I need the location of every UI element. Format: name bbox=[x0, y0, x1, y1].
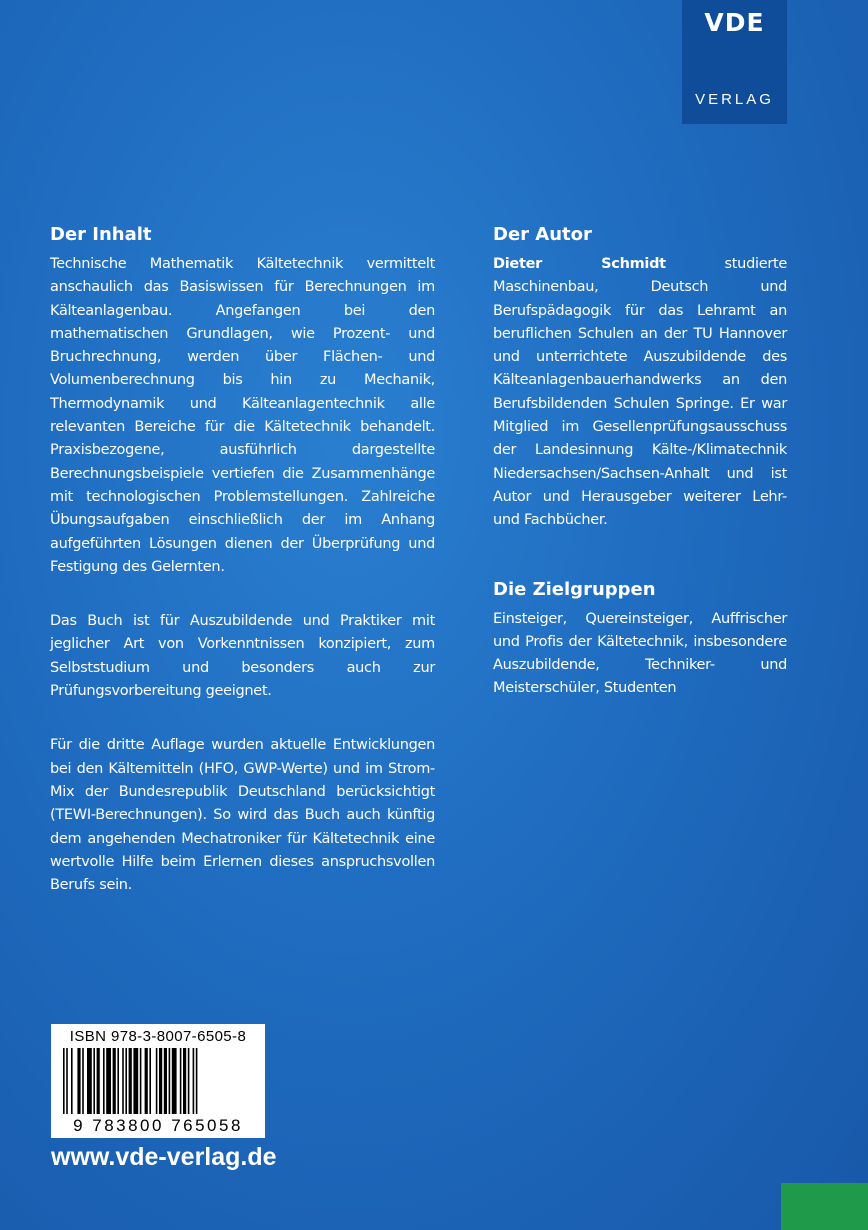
barcode-bar bbox=[77, 1048, 80, 1114]
barcode-bar bbox=[140, 1048, 142, 1114]
barcode-bar bbox=[113, 1048, 116, 1114]
barcode-bar bbox=[63, 1048, 65, 1114]
barcode-bar bbox=[196, 1048, 198, 1114]
barcode-bar bbox=[106, 1048, 111, 1114]
author-bio: studierte Maschinenbau, Deutsch und Berufspädagogik für das Lehramt an beruflichen Schulen an der TU Hannover und unterrichtete Auszubildende des Kälteanlagenbauerhandwerks an den Berufsbildenden Schulen Springe. Er war Mitglied im Gesellenprüfungsausschuss der Landesinnung Kälte-/Klimatechnik Niedersachsen/Sachsen-Anhalt und ist Autor und Herausgeber weiterer Lehr- und Fachbücher. bbox=[493, 256, 787, 529]
barcode-bar bbox=[183, 1048, 186, 1114]
barcode-bar bbox=[159, 1048, 162, 1114]
inhalt-paragraph-2: Das Buch ist für Auszubildende und Praktiker mit jeglicher Art von Vorkenntnissen konzipiert, zum Selbststudium und besonders auch zur Prüfungsvorbereitung geeignet. bbox=[50, 613, 435, 700]
barcode-bar bbox=[97, 1048, 100, 1114]
zielgruppen-text: Einsteiger, Quereinsteiger, Auffrischer und Profis der Kältetechnik, insbesondere Auszubildende, Techniker- und Meisterschüler, Studenten bbox=[493, 610, 787, 697]
barcode-bar bbox=[164, 1048, 167, 1114]
barcode-bar bbox=[133, 1048, 138, 1114]
inhalt-section bbox=[50, 224, 435, 897]
isbn-barcode bbox=[51, 1024, 265, 1138]
barcode-bar bbox=[169, 1048, 171, 1114]
inhalt-paragraph-3: Für die dritte Auflage wurden aktuelle Entwicklungen bei den Kältemitteln (HFO, GWP-Werte) und im Strom-Mix der Bundesrepublik Deutschland berücksichtigt (TEWI-Berechnungen). So wird das Buch auch künftig dem angehenden Mechatroniker für Kältetechnik eine wertvolle Hilfe beim Erlernen dieses anspruchsvollen Berufs sein. bbox=[50, 737, 435, 894]
barcode-bars bbox=[63, 1048, 253, 1118]
barcode-bar bbox=[93, 1048, 95, 1114]
barcode-bar bbox=[129, 1048, 132, 1114]
barcode-bar bbox=[188, 1048, 190, 1114]
barcode-bar bbox=[82, 1048, 84, 1114]
barcode-bar bbox=[193, 1048, 195, 1114]
logo-brand: VDE bbox=[704, 8, 765, 37]
author-name: Dieter Schmidt bbox=[493, 256, 666, 272]
barcode-bar bbox=[117, 1048, 119, 1114]
inhalt-heading: Der Inhalt bbox=[50, 224, 152, 245]
barcode-bar bbox=[156, 1048, 158, 1114]
ean-number: 9 783800 765058 bbox=[73, 1116, 243, 1135]
barcode-bar bbox=[71, 1048, 73, 1114]
autor-heading: Der Autor bbox=[493, 224, 592, 245]
barcode-bar bbox=[66, 1048, 68, 1114]
autor-section bbox=[493, 224, 787, 701]
barcode-bar bbox=[125, 1048, 127, 1114]
autor-paragraph bbox=[493, 253, 787, 533]
isbn-number: ISBN 978-3-8007-6505-8 bbox=[69, 1028, 247, 1045]
website-url[interactable]: www.vde-verlag.de bbox=[51, 1143, 277, 1171]
logo-sub: VERLAG bbox=[695, 91, 774, 108]
inhalt-paragraph-1: Technische Mathematik Kältetechnik vermittelt anschaulich das Basiswissen für Berechnungen im Kälteanlagenbau. Angefangen bei den mathematischen Grundlagen, wie Prozent- und Bruchrechnung, werden über Flächen- und Volumenberechnung bis hin zu Mechanik, Thermodynamik und Kälteanlagentechnik alle relevanten Bereiche für die Kältetechnik behandelt. Praxisbezogene, ausführlich dargestellte Berechnungsbeispiele vertiefen die Zusammenhänge mit technologischen Problemstellungen. Zahlreiche Übungsaufgaben einschließlich der im Anhang aufgeführten Lösungen dienen der Überprüfung und Festigung des Gelernten. bbox=[50, 256, 435, 575]
barcode-bar bbox=[180, 1048, 182, 1114]
barcode-bar bbox=[103, 1048, 105, 1114]
barcode-bar bbox=[145, 1048, 148, 1114]
barcode-bar bbox=[172, 1048, 177, 1114]
zielgruppen-heading: Die Zielgruppen bbox=[493, 578, 656, 600]
barcode-bar bbox=[149, 1048, 151, 1114]
vde-verlag-logo bbox=[682, 0, 787, 124]
green-corner-accent bbox=[781, 1183, 868, 1230]
barcode-bar bbox=[122, 1048, 124, 1114]
barcode-bar bbox=[87, 1048, 92, 1114]
